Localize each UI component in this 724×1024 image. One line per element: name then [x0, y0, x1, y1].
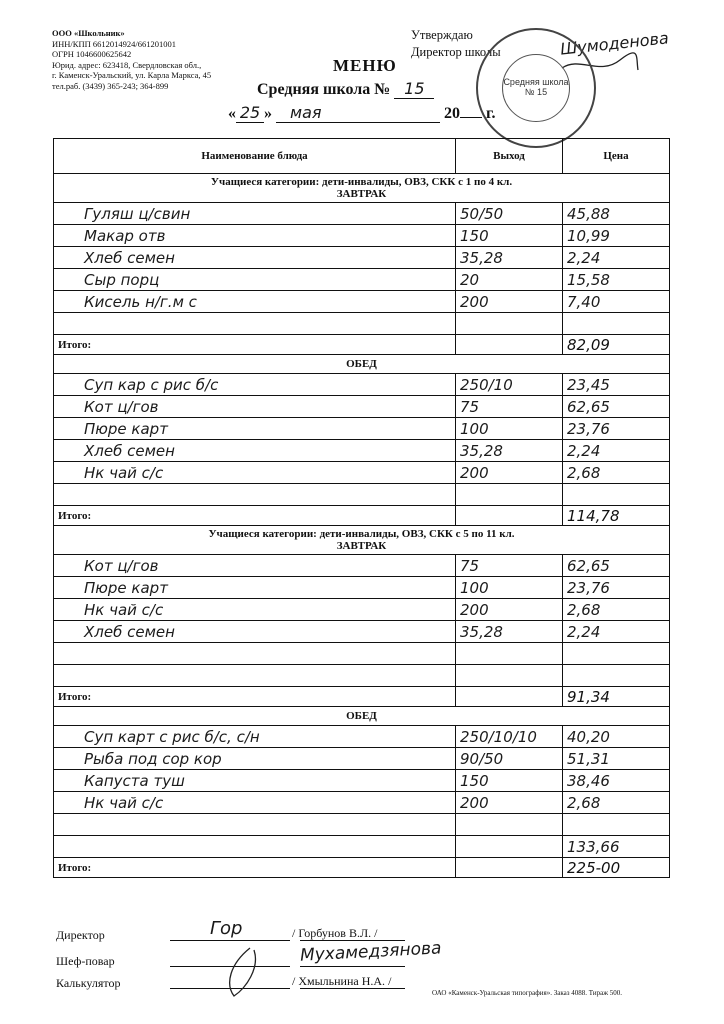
- table-row: Суп карт с рис б/с, с/н 250/10/10 40,20: [54, 726, 670, 748]
- organization-address-line2: г. Каменск-Уральский, ул. Карла Маркса, 45: [52, 70, 212, 81]
- table-row-empty: [54, 665, 670, 687]
- signature-name: / Хмыльнина Н.А. /: [292, 974, 392, 988]
- signature-name: / Горбунов В.Л. /: [292, 926, 378, 940]
- section-category-row: [54, 526, 670, 555]
- table-row: Кот ц/гов 75 62,65: [54, 396, 670, 418]
- section-meal: ОБЕД: [54, 707, 670, 726]
- organization-block: [52, 28, 211, 92]
- table-row: Капуста туш 150 38,46: [54, 770, 670, 792]
- approval-title: Утверждаю: [411, 28, 473, 42]
- total-row: Итого: 225-00: [54, 858, 670, 878]
- subtotal-row: [54, 836, 670, 858]
- total-row: Итого: 91,34: [54, 687, 670, 707]
- signature-mark: Гор: [210, 918, 243, 939]
- organization-inn: ИНН/КПП 6612014924/661201001: [52, 38, 176, 49]
- signature-mark: Мухамедзянова: [299, 938, 442, 966]
- menu-table-header: [54, 139, 670, 174]
- section-meal-row: [54, 355, 670, 374]
- menu-title: МЕНЮ: [333, 56, 397, 75]
- organization-name: ООО «Школьник»: [52, 28, 125, 38]
- section-meal: ЗАВТРАК: [336, 540, 387, 552]
- table-row: Макар отв 150 10,99: [54, 225, 670, 247]
- table-row: Пюре карт 100 23,76: [54, 577, 670, 599]
- table-row-empty: [54, 484, 670, 506]
- table-row: Нк чай с/с 200 2,68: [54, 462, 670, 484]
- signature-role: Шеф-повар: [56, 954, 115, 968]
- table-row: Сыр порц 20 15,58: [54, 269, 670, 291]
- section-meal: ОБЕД: [54, 355, 670, 374]
- table-row-empty: [54, 643, 670, 665]
- table-row: Пюре карт 100 23,76: [54, 418, 670, 440]
- table-row: Кисель н/г.м с 200 7,40: [54, 291, 670, 313]
- subtotal-value: 133,66: [563, 836, 670, 858]
- school-title: Средняя школа № 15: [257, 79, 434, 99]
- school-seal: [476, 28, 596, 148]
- menu-table: [53, 138, 670, 878]
- table-row-empty: [54, 313, 670, 335]
- organization-address-line1: Юрид. адрес: 623418, Свердловская обл.,: [52, 59, 202, 70]
- total-value: 91,34: [563, 687, 670, 707]
- signature-calculator: [56, 976, 120, 991]
- total-row: Итого: 114,78: [54, 506, 670, 526]
- section-category: Учащиеся категории: дети-инвалиды, ОВЗ, СКК с 1 по 4 кл. ЗАВТРАК: [54, 174, 670, 203]
- total-value: 82,09: [563, 335, 670, 355]
- header-dish: Наименование блюда: [54, 139, 456, 174]
- total-value: 114,78: [563, 506, 670, 526]
- table-row: Хлеб семен 35,28 2,24: [54, 621, 670, 643]
- table-row: Хлеб семен 35,28 2,24: [54, 440, 670, 462]
- section-meal-row: [54, 707, 670, 726]
- school-number: 15: [394, 79, 434, 99]
- signature-scribble: [220, 944, 270, 1000]
- signature-director: [56, 928, 105, 943]
- total-value: 225-00: [563, 858, 670, 878]
- table-row: Гуляш ц/свин 50/50 45,88: [54, 203, 670, 225]
- menu-date: « 25 » мая 20 г.: [228, 103, 496, 122]
- date-month: мая: [276, 103, 440, 123]
- date-year-prefix: 20: [444, 105, 460, 122]
- signature-role: Директор: [56, 928, 105, 942]
- organization-phone: тел.раб. (3439) 365-243; 364-899: [52, 80, 169, 91]
- table-row-empty: [54, 814, 670, 836]
- signature-chef: [56, 954, 115, 969]
- table-row: Кот ц/гов 75 62,65: [54, 555, 670, 577]
- organization-ogrn: ОГРН 1046600625642: [52, 49, 132, 60]
- total-row: Итого: 82,09: [54, 335, 670, 355]
- header-price: Цена: [563, 139, 670, 174]
- header-output: Выход: [456, 139, 563, 174]
- date-day: 25: [236, 103, 264, 123]
- approval-director: Директор школы: [411, 45, 501, 59]
- date-year-suffix: г.: [486, 105, 496, 122]
- school-seal-center: Средняя школа № 15: [502, 54, 570, 122]
- signature-role: Калькулятор: [56, 976, 121, 990]
- section-category-row: [54, 174, 670, 203]
- printer-footer: ОАО «Каменск-Уральская типография». Заказ 4088. Тираж 500.: [432, 989, 623, 997]
- table-row: Хлеб семен 35,28 2,24: [54, 247, 670, 269]
- table-row: Суп кар с рис б/с 250/10 23,45: [54, 374, 670, 396]
- director-approval-signature: Шумоденова: [559, 28, 670, 59]
- section-meal: ЗАВТРАК: [336, 188, 387, 200]
- section-category: Учащиеся категории: дети-инвалиды, ОВЗ, СКК с 5 по 11 кл. ЗАВТРАК: [54, 526, 670, 555]
- table-row: Нк чай с/с 200 2,68: [54, 599, 670, 621]
- table-row: Нк чай с/с 200 2,68: [54, 792, 670, 814]
- table-row: Рыба под сор кор 90/50 51,31: [54, 748, 670, 770]
